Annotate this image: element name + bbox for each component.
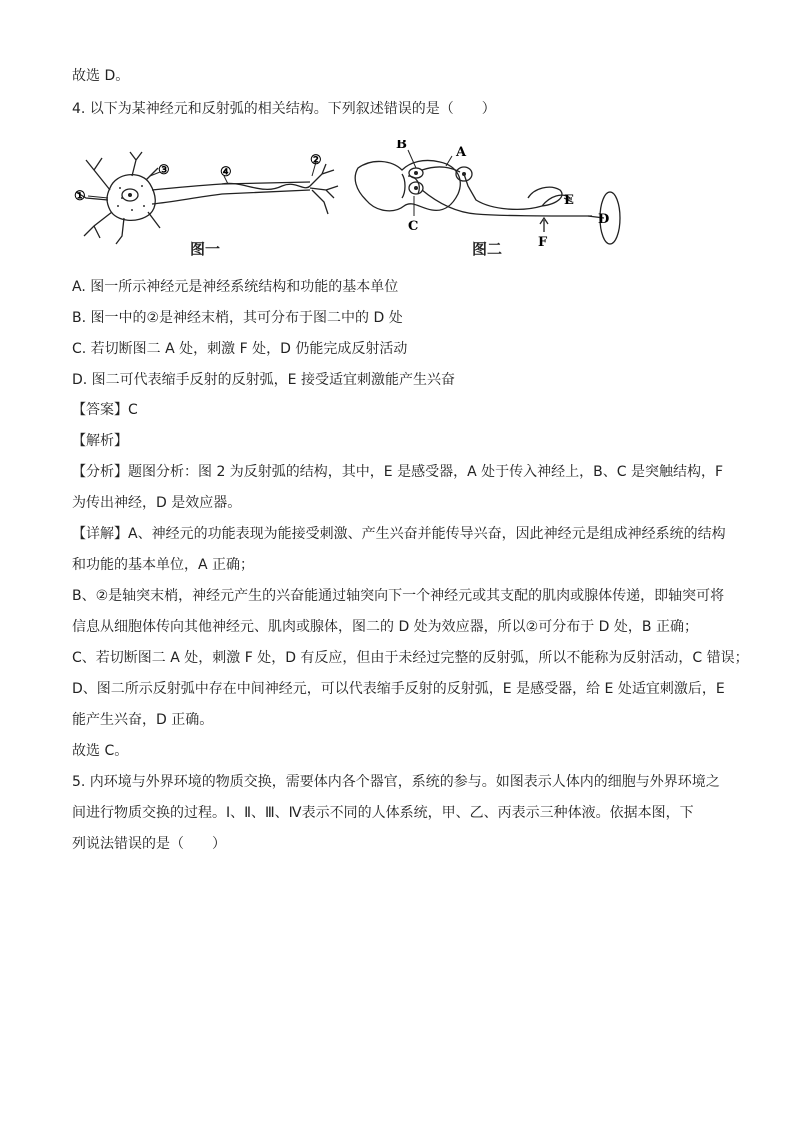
label-circle-1: ① bbox=[74, 189, 86, 204]
figure-2-caption: 图二 bbox=[472, 240, 503, 258]
neuron-reflex-figure bbox=[72, 140, 632, 260]
neuron-reflex-diagram bbox=[72, 140, 632, 260]
label-E: E bbox=[564, 193, 574, 208]
label-B: B bbox=[396, 140, 407, 152]
detail-a-1: 【详解】A、神经元的功能表现为能接受刺激、产生兴奋并能传导兴奋，因此神经元是组成神经系统的结构 bbox=[72, 526, 726, 542]
question-4-stem: 4. 以下为某神经元和反射弧的相关结构。下列叙述错误的是（ ） bbox=[72, 101, 496, 117]
question-5-stem-3: 列说法错误的是（ ） bbox=[72, 836, 226, 852]
option-d: D. 图二可代表缩手反射的反射弧，E 接受适宜刺激能产生兴奋 bbox=[72, 372, 455, 388]
label-D: D bbox=[598, 212, 610, 227]
question-5-stem-1: 5. 内环境与外界环境的物质交换，需要体内各个器官，系统的参与。如图表示人体内的细胞与外界环境之 bbox=[72, 774, 720, 790]
detail-d-1: D、图二所示反射弧中存在中间神经元，可以代表缩手反射的反射弧，E 是感受器，给 E 处适宜刺激后，E bbox=[72, 681, 725, 697]
option-c: C. 若切断图二 A 处，刺激 F 处，D 仍能完成反射活动 bbox=[72, 341, 408, 357]
detail-d-2: 能产生兴奋，D 正确。 bbox=[72, 712, 214, 728]
question-5-stem-2: 间进行物质交换的过程。Ⅰ、Ⅱ、Ⅲ、Ⅳ表示不同的人体系统，甲、乙、丙表示三种体液。依据本图，下 bbox=[72, 805, 694, 821]
label-circle-4: ④ bbox=[220, 165, 232, 180]
analysis-para-1: 【分析】题图分析：图 2 为反射弧的结构，其中，E 是感受器，A 处于传入神经上，B、C 是突触结构，F bbox=[72, 464, 724, 480]
label-circle-3: ③ bbox=[158, 163, 170, 178]
detail-b-2: 信息从细胞体传向其他神经元、肌肉或腺体，图二的 D 处为效应器，所以②可分布于 D 处，B 正确； bbox=[72, 619, 698, 635]
detail-a-2: 和功能的基本单位，A 正确； bbox=[72, 557, 255, 573]
detail-c-1: C、若切断图二 A 处，刺激 F 处，D 有反应，但由于未经过完整的反射弧，所以不能称为反射活动，C 错误； bbox=[72, 650, 749, 666]
option-b: B. 图一中的②是神经末梢，其可分布于图二中的 D 处 bbox=[72, 310, 403, 326]
answer-line: 【答案】C bbox=[72, 402, 138, 418]
label-C: C bbox=[408, 219, 419, 234]
figure-1-caption: 图一 bbox=[190, 240, 221, 258]
analysis-heading: 【解析】 bbox=[72, 433, 128, 449]
analysis-para-2: 为传出神经，D 是效应器。 bbox=[72, 495, 242, 511]
conclusion-line-prev: 故选 D。 bbox=[72, 68, 130, 84]
option-a: A. 图一所示神经元是神经系统结构和功能的基本单位 bbox=[72, 279, 399, 295]
label-circle-2: ② bbox=[310, 153, 322, 168]
conclusion-line: 故选 C。 bbox=[72, 743, 129, 759]
label-A: A bbox=[456, 145, 467, 160]
label-F: F bbox=[538, 235, 548, 250]
detail-b-1: B、②是轴突末梢，神经元产生的兴奋能通过轴突向下一个神经元或其支配的肌肉或腺体传递，即轴突可将 bbox=[72, 588, 725, 604]
